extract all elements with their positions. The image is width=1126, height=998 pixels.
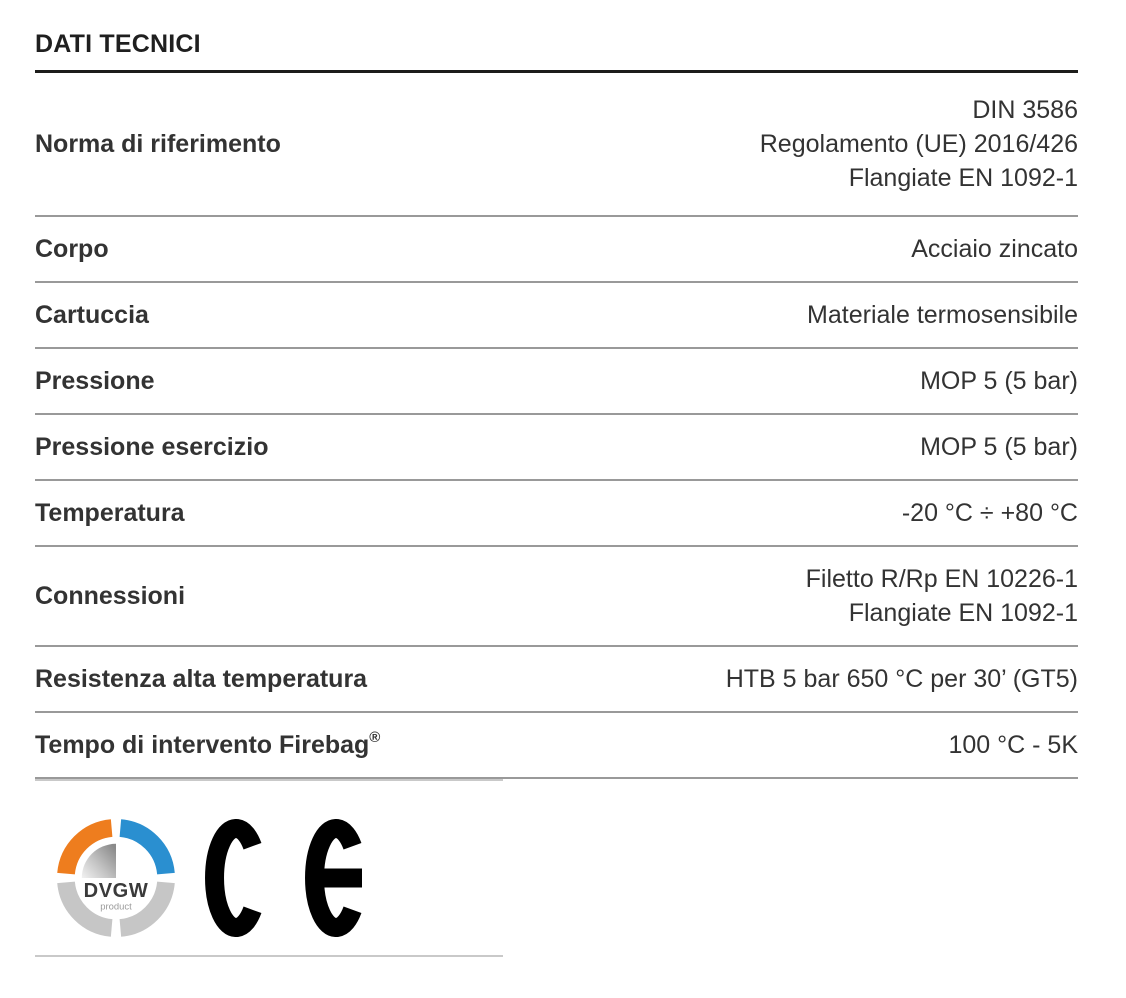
table-row	[35, 713, 1078, 779]
row-value: MOP 5 (5 bar)	[920, 433, 1078, 461]
value-line: Regolamento (UE) 2016/426	[759, 130, 1078, 158]
table-row	[35, 481, 1078, 547]
page-title: DATI TECNICI	[35, 30, 201, 58]
table-row	[35, 217, 1078, 283]
row-label: Resistenza alta temperatura	[35, 665, 368, 693]
row-label: Connessioni	[35, 582, 186, 610]
value-line: Filetto R/Rp EN 10226-1	[805, 565, 1078, 593]
dvgw-logo-text: DVGW	[83, 879, 149, 902]
table-row	[35, 415, 1078, 481]
table-row	[35, 349, 1078, 415]
table-row	[35, 283, 1078, 349]
row-value: HTB 5 bar 650 °C per 30’ (GT5)	[725, 665, 1078, 693]
dvgw-logo-icon	[57, 819, 175, 937]
row-label: Norma di riferimento	[35, 130, 281, 158]
table-row	[35, 647, 1078, 713]
row-value	[806, 562, 1078, 630]
certification-logos	[35, 779, 503, 957]
value-line: DIN 3586	[972, 96, 1078, 124]
row-label: Corpo	[35, 235, 109, 263]
table-row	[35, 547, 1078, 647]
dvgw-logo-subtext: product	[100, 900, 132, 912]
registered-trademark-symbol: ®	[369, 728, 381, 746]
row-label: Temperatura	[35, 499, 185, 527]
row-value: Acciaio zincato	[911, 235, 1078, 263]
row-value: -20 °C ÷ +80 °C	[901, 499, 1078, 527]
row-label: Pressione esercizio	[35, 433, 269, 461]
row-label: Cartuccia	[35, 301, 149, 329]
value-line: Flangiate EN 1092-1	[848, 164, 1078, 192]
value-line: Flangiate EN 1092-1	[848, 599, 1078, 627]
ce-mark-icon	[205, 819, 365, 937]
row-label: Pressione	[35, 367, 155, 395]
row-value: MOP 5 (5 bar)	[920, 367, 1078, 395]
row-label: Tempo di intervento Firebag®	[35, 728, 381, 759]
technical-data-table	[35, 70, 1078, 779]
row-value: Materiale termosensibile	[807, 301, 1078, 329]
table-row	[35, 73, 1078, 217]
row-value: 100 °C - 5K	[948, 731, 1078, 759]
row-value	[760, 93, 1078, 195]
